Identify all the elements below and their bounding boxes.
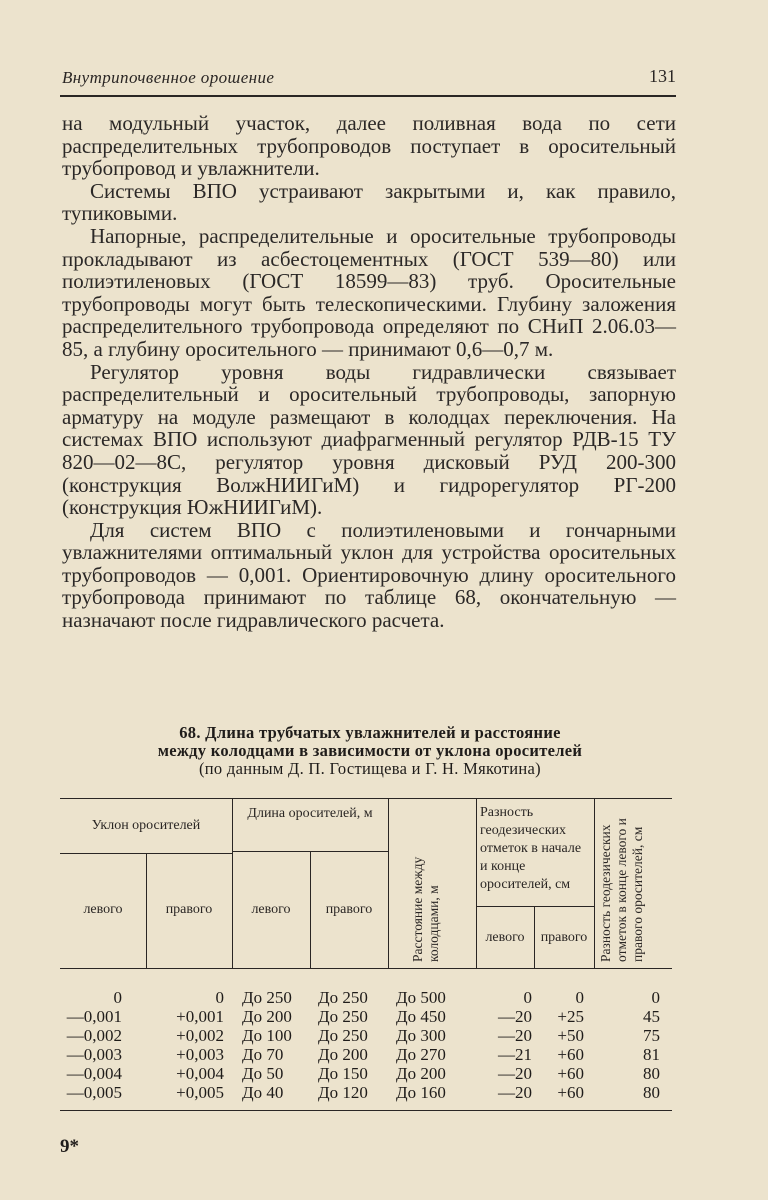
cell-slope-left: —0,005 bbox=[66, 1083, 122, 1102]
cell-diff: 75 bbox=[643, 1026, 660, 1045]
header-geodesic-right: правого bbox=[540, 930, 588, 945]
cell-length-left: До 50 bbox=[242, 1064, 284, 1083]
cell-geodesic-left: —20 bbox=[498, 1007, 532, 1026]
cell-diff: 45 bbox=[643, 1007, 660, 1026]
cell-slope-right: 0 bbox=[215, 988, 224, 1007]
cell-slope-left: —0,004 bbox=[66, 1064, 122, 1083]
cell-geodesic-left: —20 bbox=[498, 1083, 532, 1102]
cell-geodesic-left: —20 bbox=[498, 1064, 532, 1083]
signature-mark: 9* bbox=[60, 1136, 79, 1157]
running-header-title: Внутрипочвенное орошение bbox=[62, 68, 275, 87]
cell-distance: До 450 bbox=[396, 1007, 446, 1026]
header-slope-left: левого bbox=[83, 902, 123, 917]
column-rule bbox=[388, 798, 389, 968]
cell-length-right: До 120 bbox=[318, 1083, 368, 1102]
cell-geodesic-left: 0 bbox=[523, 988, 532, 1007]
cell-length-right: До 250 bbox=[318, 1026, 368, 1045]
table-top-rule bbox=[60, 798, 672, 799]
cell-geodesic-left: —20 bbox=[498, 1026, 532, 1045]
cell-length-left: До 250 bbox=[242, 988, 292, 1007]
cell-slope-left: —0,003 bbox=[66, 1045, 122, 1064]
cell-geodesic-right: +60 bbox=[557, 1064, 584, 1083]
cell-length-right: До 200 bbox=[318, 1045, 368, 1064]
cell-diff: 81 bbox=[643, 1045, 660, 1064]
table-header-rule bbox=[60, 968, 672, 969]
header-subrule bbox=[476, 906, 594, 907]
header-length-right: правого bbox=[325, 902, 373, 917]
table-caption-title-cont: между колодцами в зависимости от уклона оросителей bbox=[157, 741, 583, 760]
cell-diff: 0 bbox=[651, 988, 660, 1007]
cell-distance: До 160 bbox=[396, 1083, 446, 1102]
header-length-left: левого bbox=[251, 902, 291, 917]
cell-slope-right: +0,002 bbox=[176, 1026, 224, 1045]
header-diff: Разность геодезических отметок в конце левого и правого оросителей, см bbox=[598, 818, 645, 962]
header-slope-right: правого bbox=[165, 902, 213, 917]
cell-slope-left: —0,001 bbox=[66, 1007, 122, 1026]
cell-geodesic-right: +60 bbox=[557, 1083, 584, 1102]
cell-distance: До 300 bbox=[396, 1026, 446, 1045]
cell-slope-right: +0,003 bbox=[176, 1045, 224, 1064]
cell-length-left: До 70 bbox=[242, 1045, 284, 1064]
cell-geodesic-right: +50 bbox=[557, 1026, 584, 1045]
cell-distance: До 200 bbox=[396, 1064, 446, 1083]
column-rule bbox=[594, 798, 595, 968]
cell-length-right: До 250 bbox=[318, 988, 368, 1007]
header-geodesic: Разность геодезических отметок в начале и конце оросителей, см bbox=[480, 805, 582, 892]
cell-geodesic-right: +25 bbox=[557, 1007, 584, 1026]
table-bottom-rule bbox=[60, 1110, 672, 1111]
cell-distance: До 500 bbox=[396, 988, 446, 1007]
cell-diff: 80 bbox=[643, 1083, 660, 1102]
paragraph: Регулятор уровня воды гидравлически связывает распределительный и оросительный трубопроводы, запорную арматуру на модуле размещают в колодцах переключения. На системах ВПО используют диафрагменный регулятор РДВ-15 ТУ 820—02—8С, регулятор уровня дисковый РУД 200-300 (конструкция ВолжНИИГиМ) и гидрорегулятор РГ-200 (конструкция ЮжНИИГиМ). bbox=[62, 359, 676, 520]
table-caption-title: 68. Длина трубчатых увлажнителей и расстояние bbox=[179, 723, 561, 742]
cell-length-left: До 40 bbox=[242, 1083, 284, 1102]
cell-distance: До 270 bbox=[396, 1045, 446, 1064]
paragraph: Напорные, распределительные и оросительные трубопроводы прокладывают из асбестоцементных (ГОСТ 539—80) или полиэтиленовых (ГОСТ 18599—83) труб. Оросительные трубопроводы могут быть телескопическими. Глубину заложения распределительного трубопровода определяют по СНиП 2.06.03—85, а глубину оросительного — принимают 0,6—0,7 м. bbox=[62, 223, 676, 361]
cell-length-right: До 150 bbox=[318, 1064, 368, 1083]
table-caption-source: (по данным Д. П. Гостищева и Г. Н. Мякотина) bbox=[199, 759, 541, 778]
header-slope: Уклон оросителей bbox=[91, 818, 201, 833]
paragraph: Системы ВПО устраивают закрытыми и, как правило, тупиковыми. bbox=[62, 178, 676, 226]
cell-length-left: До 100 bbox=[242, 1026, 292, 1045]
cell-length-left: До 200 bbox=[242, 1007, 292, 1026]
cell-slope-right: +0,004 bbox=[176, 1064, 224, 1083]
cell-geodesic-right: 0 bbox=[575, 988, 584, 1007]
cell-geodesic-right: +60 bbox=[557, 1045, 584, 1064]
paragraph: Для систем ВПО с полиэтиленовыми и гончарными увлажнителями оптимальный уклон для устройства оросительных трубопроводов — 0,001. Ориентировочную длину оросительного трубопровода принимают по таблице 68, окончательную — назначают после гидравлического расчета. bbox=[62, 517, 676, 633]
cell-slope-left: —0,002 bbox=[66, 1026, 122, 1045]
header-geodesic-left: левого bbox=[485, 930, 525, 945]
paragraph: на модульный участок, далее поливная вода по сети распределительных трубопроводов поступает в оросительный трубопровод и увлажнители. bbox=[62, 111, 676, 181]
cell-length-right: До 250 bbox=[318, 1007, 368, 1026]
header-distance: Расстояние между колодцами, м bbox=[410, 856, 441, 962]
cell-slope-right: +0,005 bbox=[176, 1083, 224, 1102]
cell-slope-right: +0,001 bbox=[176, 1007, 224, 1026]
cell-slope-left: 0 bbox=[113, 988, 122, 1007]
page-number: 131 bbox=[649, 66, 676, 86]
column-rule bbox=[232, 798, 233, 968]
cell-diff: 80 bbox=[643, 1064, 660, 1083]
cell-geodesic-left: —21 bbox=[498, 1045, 532, 1064]
header-length: Длина оросителей, м bbox=[247, 806, 373, 821]
